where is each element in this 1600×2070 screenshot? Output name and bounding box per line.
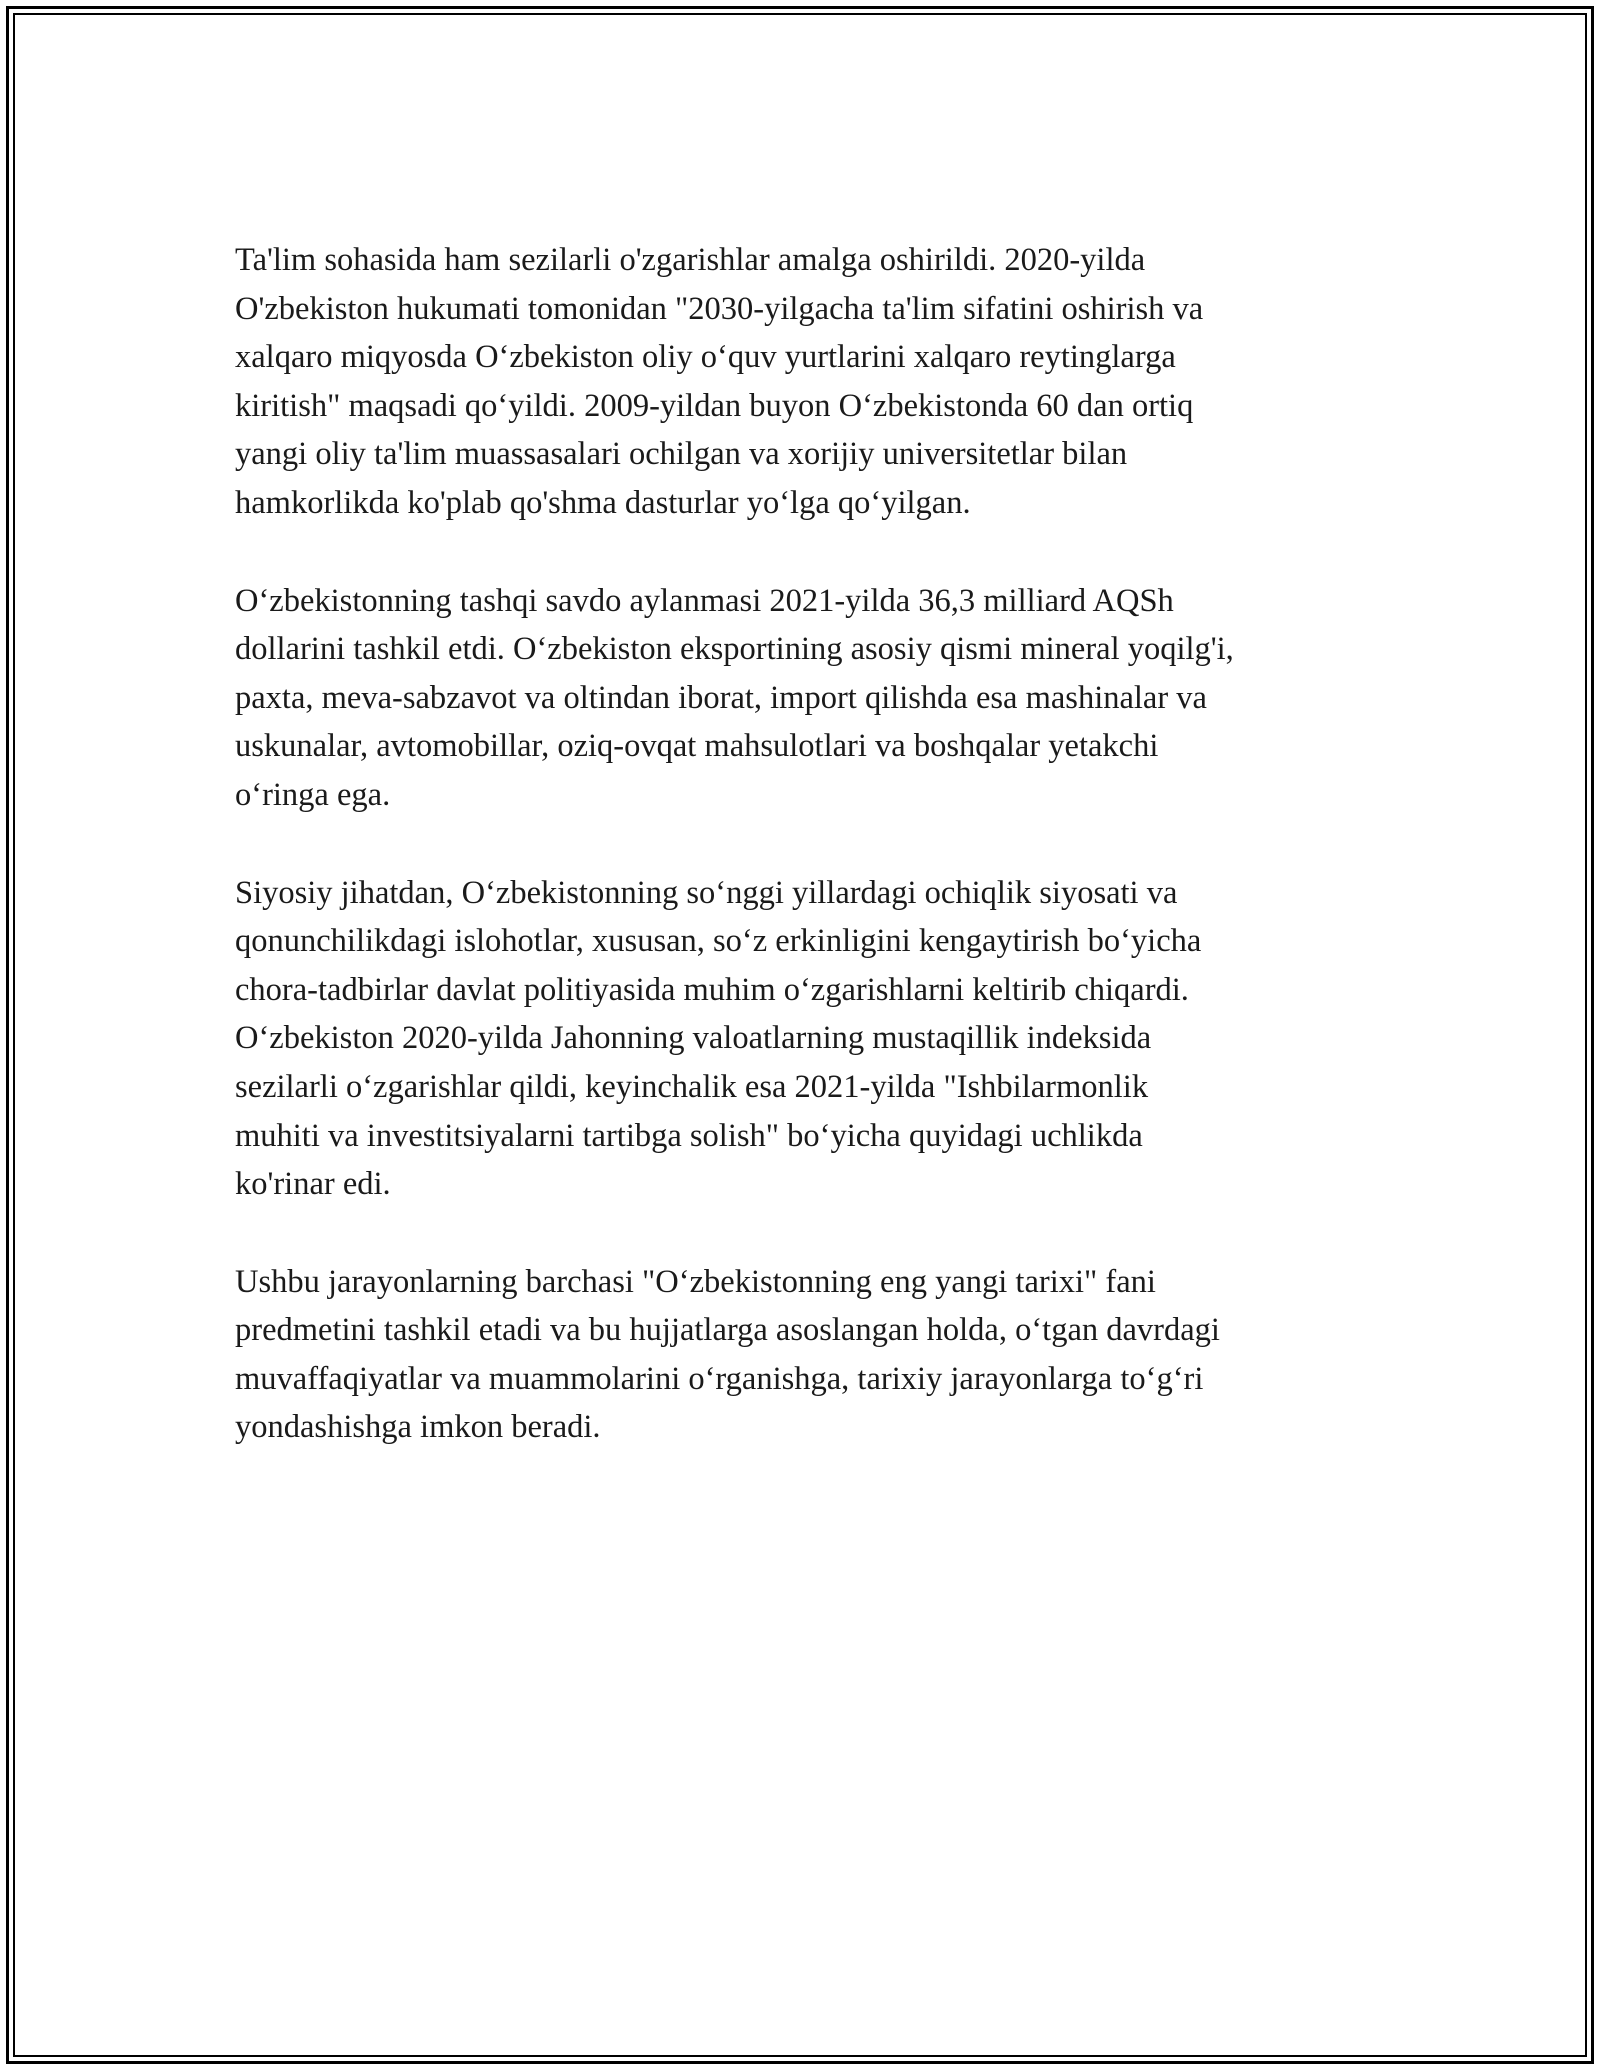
text-line: yangi oliy ta'lim muassasalari ochilgan va xorijiy universitetlar bilan	[235, 436, 1128, 473]
text-line: predmetini tashkil etadi va bu hujjatlarga asoslangan holda, o‘tgan davrdagi	[235, 1312, 1220, 1349]
text-line: O‘zbekiston 2020-yilda Jahonning valoatlarning mustaqillik indeksida	[235, 1020, 1152, 1057]
text-line: muhiti va investitsiyalarni tartibga solish" bo‘yicha quyidagi uchlikda	[235, 1117, 1143, 1154]
text-line: Ushbu jarayonlarning barchasi "O‘zbekistonning eng yangi tarixi" fani	[235, 1263, 1156, 1300]
text-line: yondashishga imkon beradi.	[235, 1409, 601, 1446]
text-line: uskunalar, avtomobillar, oziq-ovqat mahsulotlari va boshqalar yetakchi	[235, 728, 1159, 765]
text-line: chora-tadbirlar davlat politiyasida muhim o‘zgarishlarni keltirib chiqardi.	[235, 971, 1189, 1008]
text-line: qonunchilikdagi islohotlar, xususan, so‘z erkinligini kengaytirish bo‘yicha	[235, 923, 1202, 960]
document-body	[235, 236, 1395, 1501]
text-line: O‘zbekistonning tashqi savdo aylanmasi 2021-yilda 36,3 milliard AQSh	[235, 582, 1174, 619]
text-line: muvaffaqiyatlar va muammolarini o‘rganishga, tarixiy jarayonlarga to‘g‘ri	[235, 1360, 1204, 1397]
text-line: dollarini tashkil etdi. O‘zbekiston eksportining asosiy qismi mineral yoqilg'i,	[235, 631, 1234, 668]
text-line: o‘ringa ega.	[235, 776, 391, 813]
text-line: ko'rinar edi.	[235, 1166, 391, 1203]
text-line: Ta'lim sohasida ham sezilarli o'zgarishlar amalga oshirildi. 2020-yilda	[235, 242, 1146, 278]
text-line: xalqaro miqyosda O‘zbekiston oliy o‘quv yurtlarini xalqaro reytinglarga	[235, 339, 1176, 376]
text-line: sezilarli o‘zgarishlar qildi, keyinchalik esa 2021-yilda "Ishbilarmonlik	[235, 1068, 1149, 1105]
text-line: Siyosiy jihatdan, O‘zbekistonning so‘nggi yillardagi ochiqlik siyosati va	[235, 874, 1178, 911]
paragraph-politics	[235, 869, 1395, 1209]
paragraph-education	[235, 236, 1395, 528]
text-line: O'zbekiston hukumati tomonidan "2030-yilgacha ta'lim sifatini oshirish va	[235, 290, 1204, 327]
paragraph-conclusion	[235, 1258, 1395, 1452]
text-line: kiritish" maqsadi qo‘yildi. 2009-yildan buyon O‘zbekistonda 60 dan ortiq	[235, 387, 1194, 424]
text-line: paxta, meva-sabzavot va oltindan iborat, import qilishda esa mashinalar va	[235, 679, 1207, 716]
paragraph-trade	[235, 577, 1395, 820]
text-line: hamkorlikda ko'plab qo'shma dasturlar yo‘lga qo‘yilgan.	[235, 484, 971, 521]
